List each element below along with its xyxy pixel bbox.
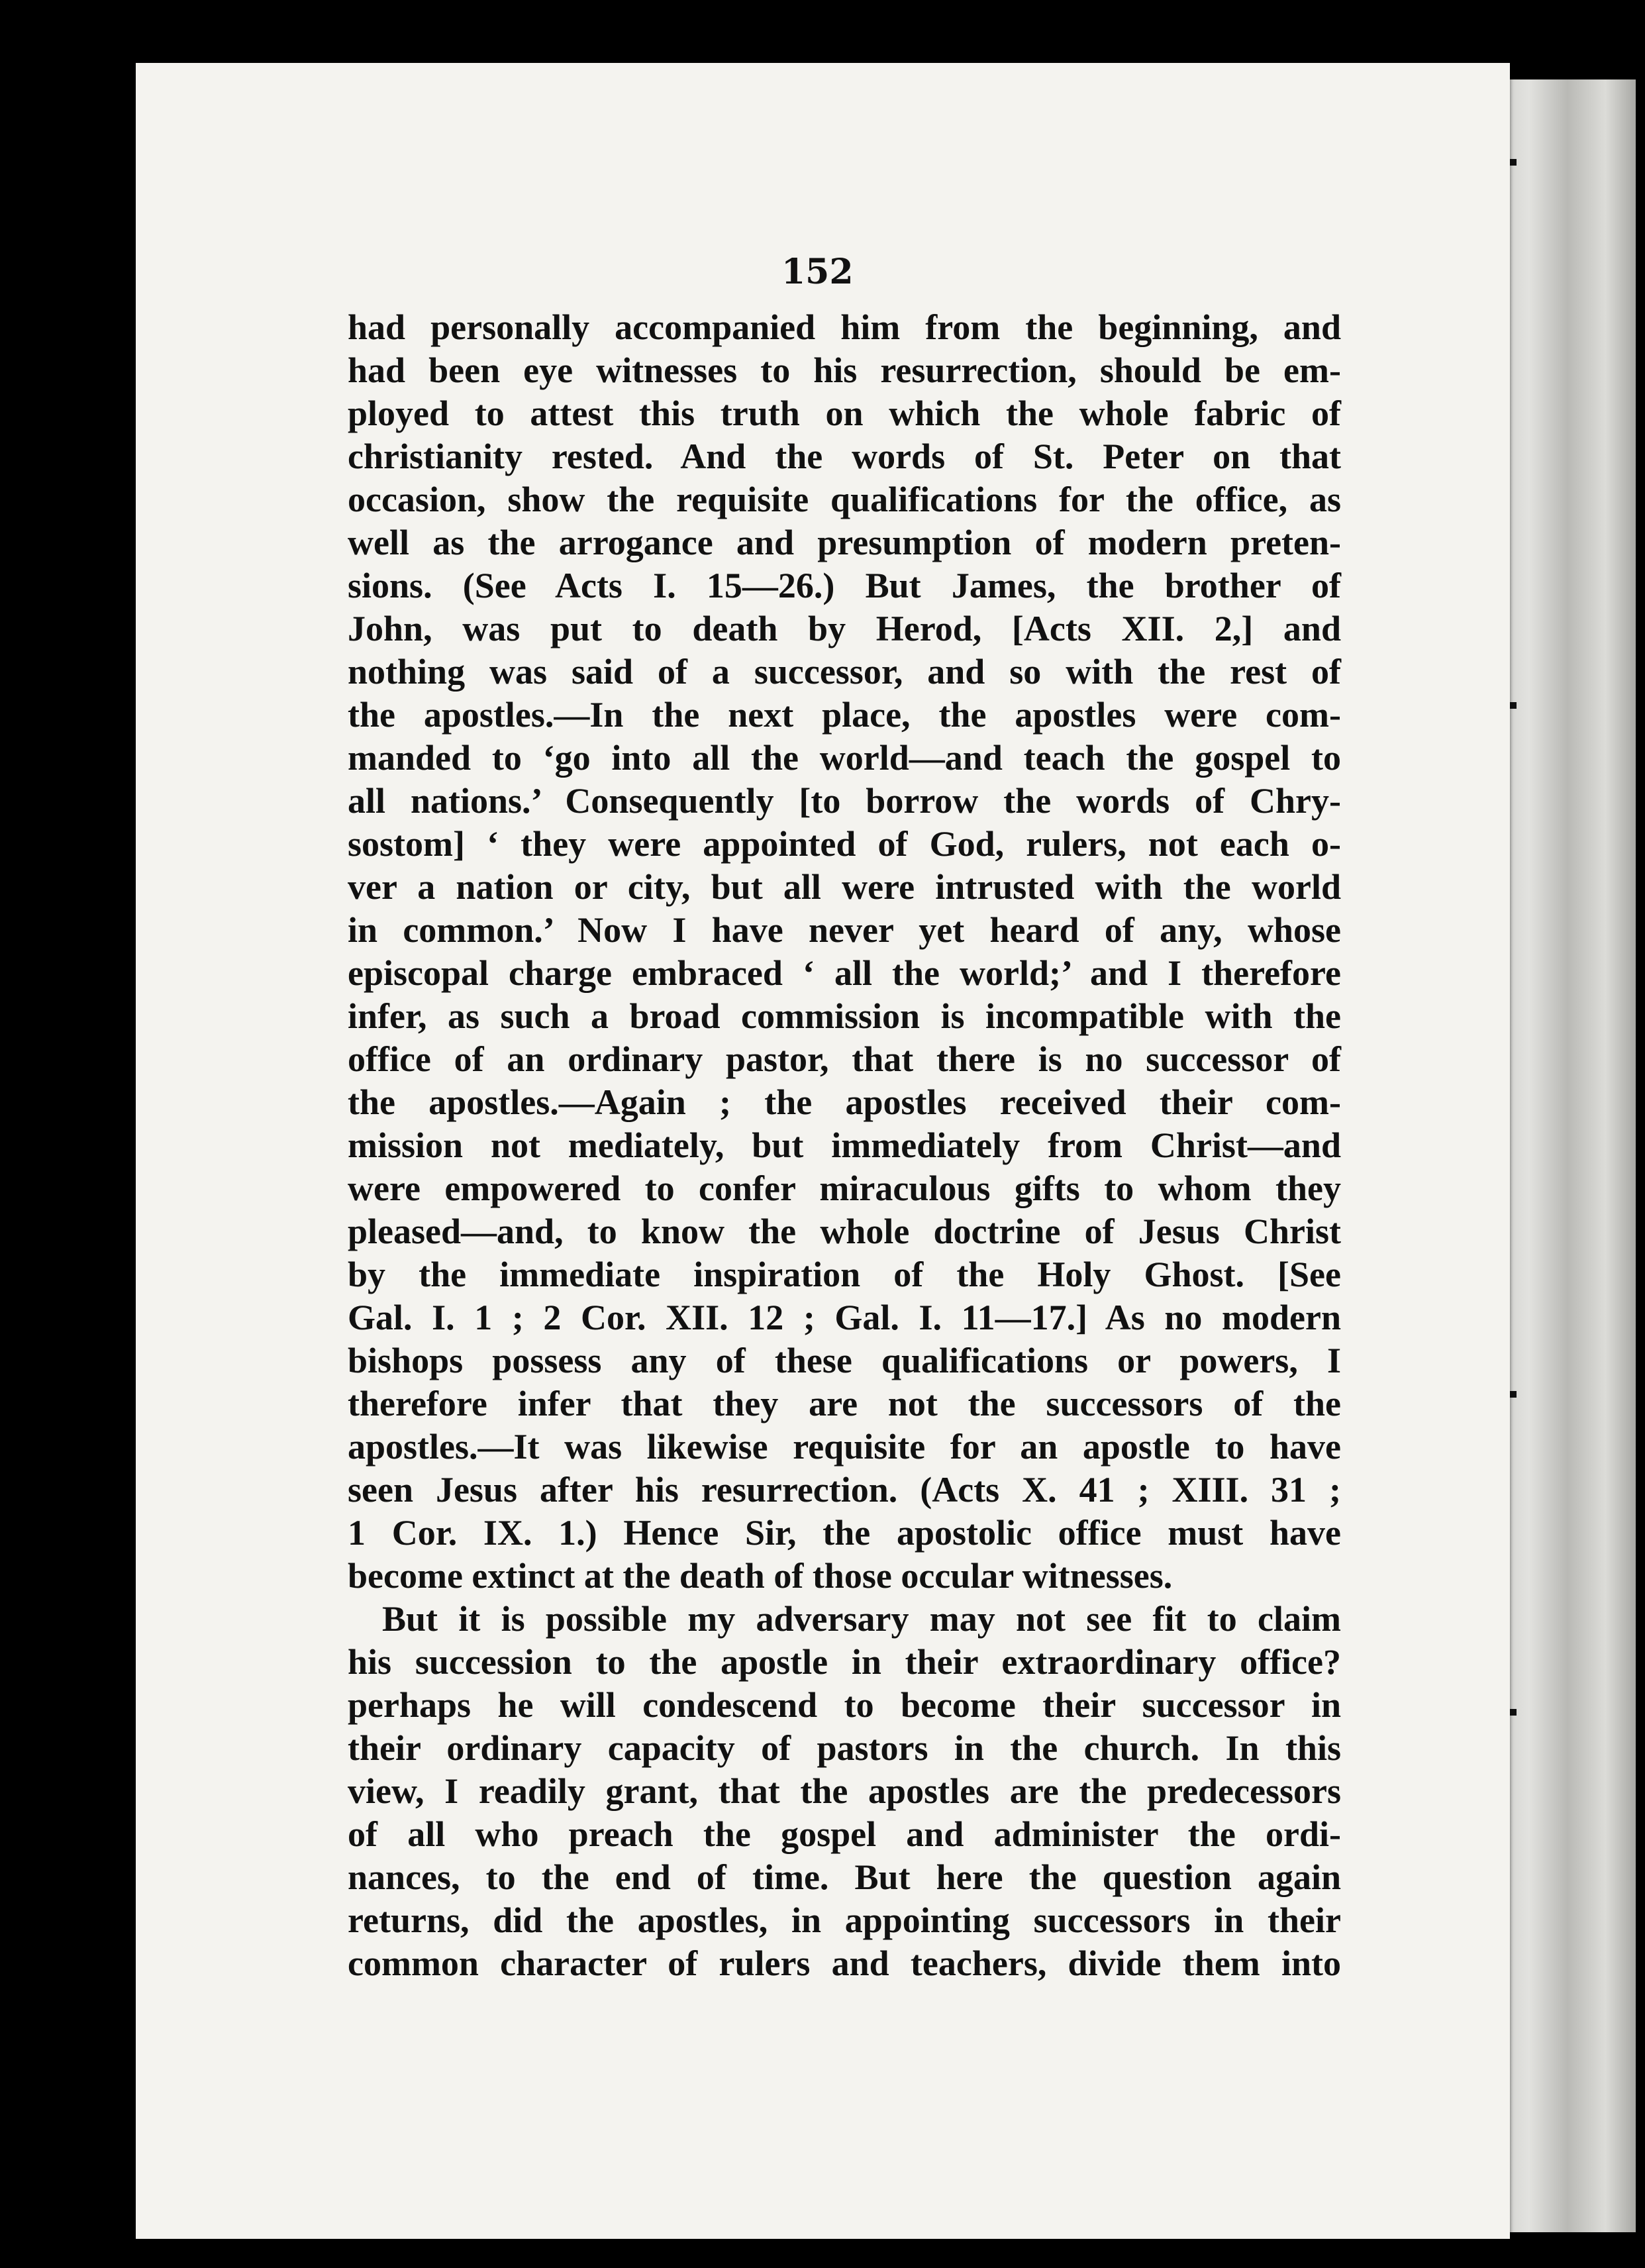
text-line: in common.’ Now I have never yet heard of any, whose bbox=[348, 910, 1341, 950]
text-line: ployed to attest this truth on which the whole fabric of bbox=[348, 393, 1341, 433]
text-line: perhaps he will condescend to become their successor in bbox=[348, 1685, 1341, 1725]
text-line: sostom] ‘ they were appointed of God, rulers, not each o- bbox=[348, 824, 1341, 864]
text-line: therefore infer that they are not the successors of the bbox=[348, 1384, 1341, 1423]
page-number: 152 bbox=[781, 252, 854, 292]
text-line: sions. (See Acts I. 15—26.) But James, the brother of bbox=[348, 566, 1341, 605]
text-line: well as the arrogance and presumption of modern preten- bbox=[348, 523, 1341, 562]
text-line: bishops possess any of these qualifications or powers, I bbox=[348, 1341, 1341, 1380]
text-line: Gal. I. 1 ; 2 Cor. XII. 12 ; Gal. I. 11—17.] As no modern bbox=[348, 1298, 1341, 1337]
text-line: ver a nation or city, but all were intrusted with the world bbox=[348, 867, 1341, 907]
text-line: by the immediate inspiration of the Holy Ghost. [See bbox=[348, 1255, 1341, 1294]
text-line: the apostles.—In the next place, the apostles were com- bbox=[348, 695, 1341, 735]
text-line: common character of rulers and teachers, divide them into bbox=[348, 1943, 1341, 1983]
text-line: John, was put to death by Herod, [Acts XII. 2,] and bbox=[348, 609, 1341, 648]
text-line: the apostles.—Again ; the apostles received their com- bbox=[348, 1082, 1341, 1122]
text-line: office of an ordinary pastor, that there is no successor of bbox=[348, 1039, 1341, 1079]
text-line: were empowered to confer miraculous gifts to whom they bbox=[348, 1168, 1341, 1208]
text-line: nothing was said of a successor, and so with the rest of bbox=[348, 652, 1341, 692]
text-line: seen Jesus after his resurrection. (Acts X. 41 ; XIII. 31 ; bbox=[348, 1470, 1341, 1510]
text-line: nances, to the end of time. But here the question again bbox=[348, 1857, 1341, 1897]
text-line: infer, as such a broad commission is incompatible with the bbox=[348, 996, 1341, 1036]
text-line: episcopal charge embraced ‘ all the world;’ and I therefore bbox=[348, 953, 1341, 993]
text-line: view, I readily grant, that the apostles are the predecessors bbox=[348, 1771, 1341, 1811]
text-line: their ordinary capacity of pastors in the church. In this bbox=[348, 1728, 1341, 1768]
text-line: mission not mediately, but immediately from Christ—and bbox=[348, 1125, 1341, 1165]
text-line: occasion, show the requisite qualifications for the office, as bbox=[348, 480, 1341, 519]
body-text bbox=[348, 306, 1341, 1985]
text-line: apostles.—It was likewise requisite for an apostle to have bbox=[348, 1427, 1341, 1467]
text-line: christianity rested. And the words of St. Peter on that bbox=[348, 437, 1341, 476]
text-line: had personally accompanied him from the beginning, and bbox=[348, 307, 1341, 347]
text-line: pleased—and, to know the whole doctrine of Jesus Christ bbox=[348, 1211, 1341, 1251]
text-line: 1 Cor. IX. 1.) Hence Sir, the apostolic office must have bbox=[348, 1513, 1341, 1553]
text-line: had been eye witnesses to his resurrection, should be em- bbox=[348, 350, 1341, 390]
text-line: manded to ‘go into all the world—and teach the gospel to bbox=[348, 738, 1341, 778]
text-line: his succession to the apostle in their extraordinary office? bbox=[348, 1642, 1341, 1682]
text-line: of all who preach the gospel and administer the ordi- bbox=[348, 1814, 1341, 1854]
text-line: returns, did the apostles, in appointing successors in their bbox=[348, 1900, 1341, 1940]
text-line: But it is possible my adversary may not see fit to claim bbox=[382, 1599, 1341, 1639]
text-line: become extinct at the death of those occular witnesses. bbox=[348, 1556, 1173, 1596]
text-line: all nations.’ Consequently [to borrow the words of Chry- bbox=[348, 781, 1341, 821]
